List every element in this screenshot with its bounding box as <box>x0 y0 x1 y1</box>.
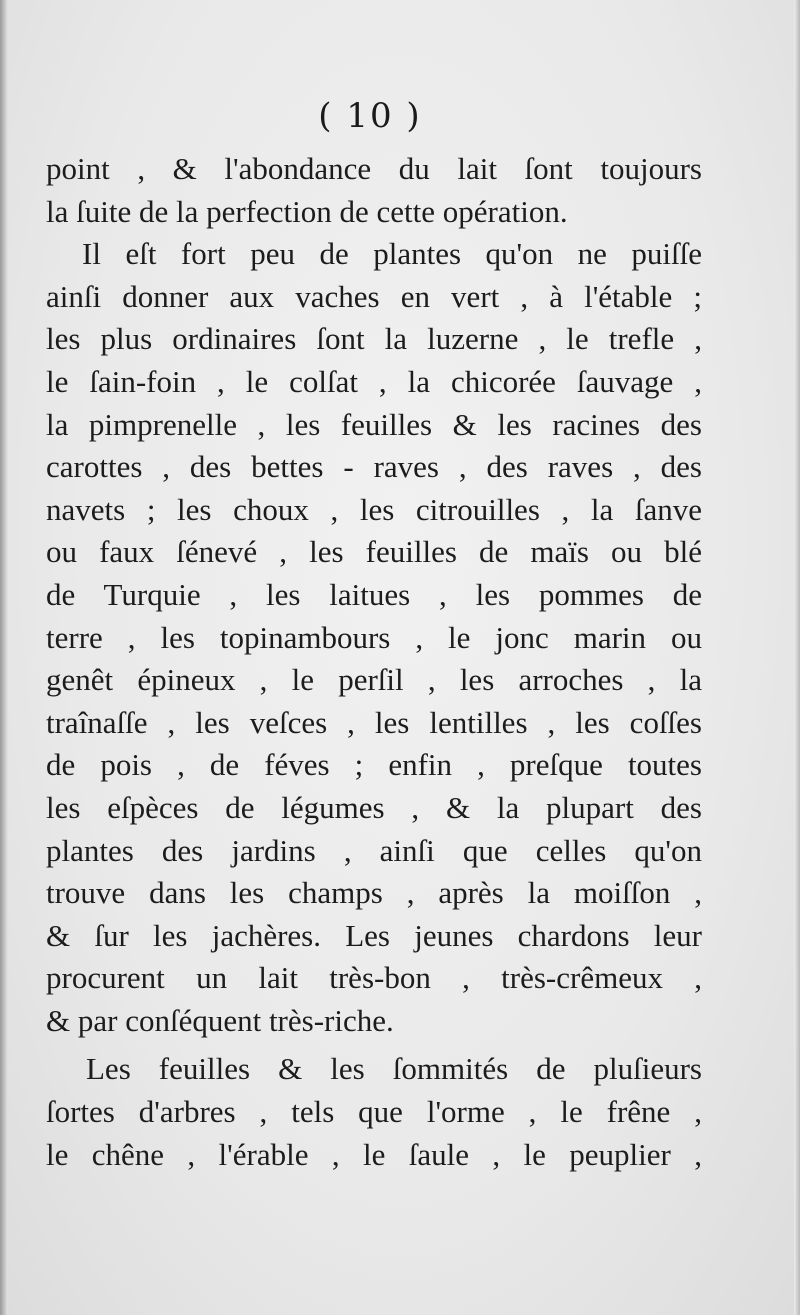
text-line: point , & l'abondance du lait ſont toujours <box>46 151 702 186</box>
paragraph-1 <box>46 148 702 233</box>
text-line: le chêne , l'érable , le ſaule , le peuplier , <box>46 1136 702 1172</box>
text-line: & par conſéquent très-riche. <box>46 1002 394 1038</box>
paragraph-2 <box>46 233 702 1042</box>
paragraph-3 <box>46 1048 702 1176</box>
text-line: terre , les topinambours , le jonc marin ou <box>46 619 702 655</box>
text-line: la ſuite de la perfection de cette opération. <box>46 193 568 229</box>
text-line: ſortes d'arbres , tels que l'orme , le frêne , <box>46 1094 702 1130</box>
text-line: ainſi donner aux vaches en vert , à l'étable ; <box>46 278 702 314</box>
text-line: genêt épineux , le perſil , les arroches , la <box>46 662 702 698</box>
text-line: trouve dans les champs , après la moiſſon , <box>46 875 702 911</box>
text-line: Il eſt fort peu de plantes qu'on ne puiſſe <box>82 236 702 272</box>
text-line: navets ; les choux , les citrouilles , la ſanve <box>46 491 702 527</box>
text-line: carottes , des bettes - raves , des raves , des <box>46 449 702 485</box>
page-number: ( 10 ) <box>318 96 422 136</box>
text-line: plantes des jardins , ainſi que celles qu'on <box>46 832 702 868</box>
text-line: de pois , de féves ; enfin , preſque toutes <box>46 747 702 783</box>
text-line: Les feuilles & les ſommités de pluſieurs <box>86 1051 702 1087</box>
text-line: de Turquie , les laitues , les pommes de <box>46 576 702 612</box>
text-line: la pimprenelle , les feuilles & les racines des <box>46 406 702 442</box>
text-line: le ſain-foin , le colſat , la chicorée ſauvage , <box>46 363 702 399</box>
text-line: traînaſſe , les veſces , les lentilles , les coſſes <box>46 704 702 740</box>
text-line: ou faux ſénevé , les feuilles de maïs ou blé <box>46 534 702 570</box>
text-line: procurent un lait très-bon , très-crêmeux , <box>46 960 702 996</box>
text-line: les plus ordinaires ſont la luzerne , le trefle , <box>46 321 702 357</box>
text-line: les eſpèces de légumes , & la plupart des <box>46 789 702 825</box>
text-line: & ſur les jachères. Les jeunes chardons leur <box>46 917 702 953</box>
body-text <box>46 148 702 1176</box>
